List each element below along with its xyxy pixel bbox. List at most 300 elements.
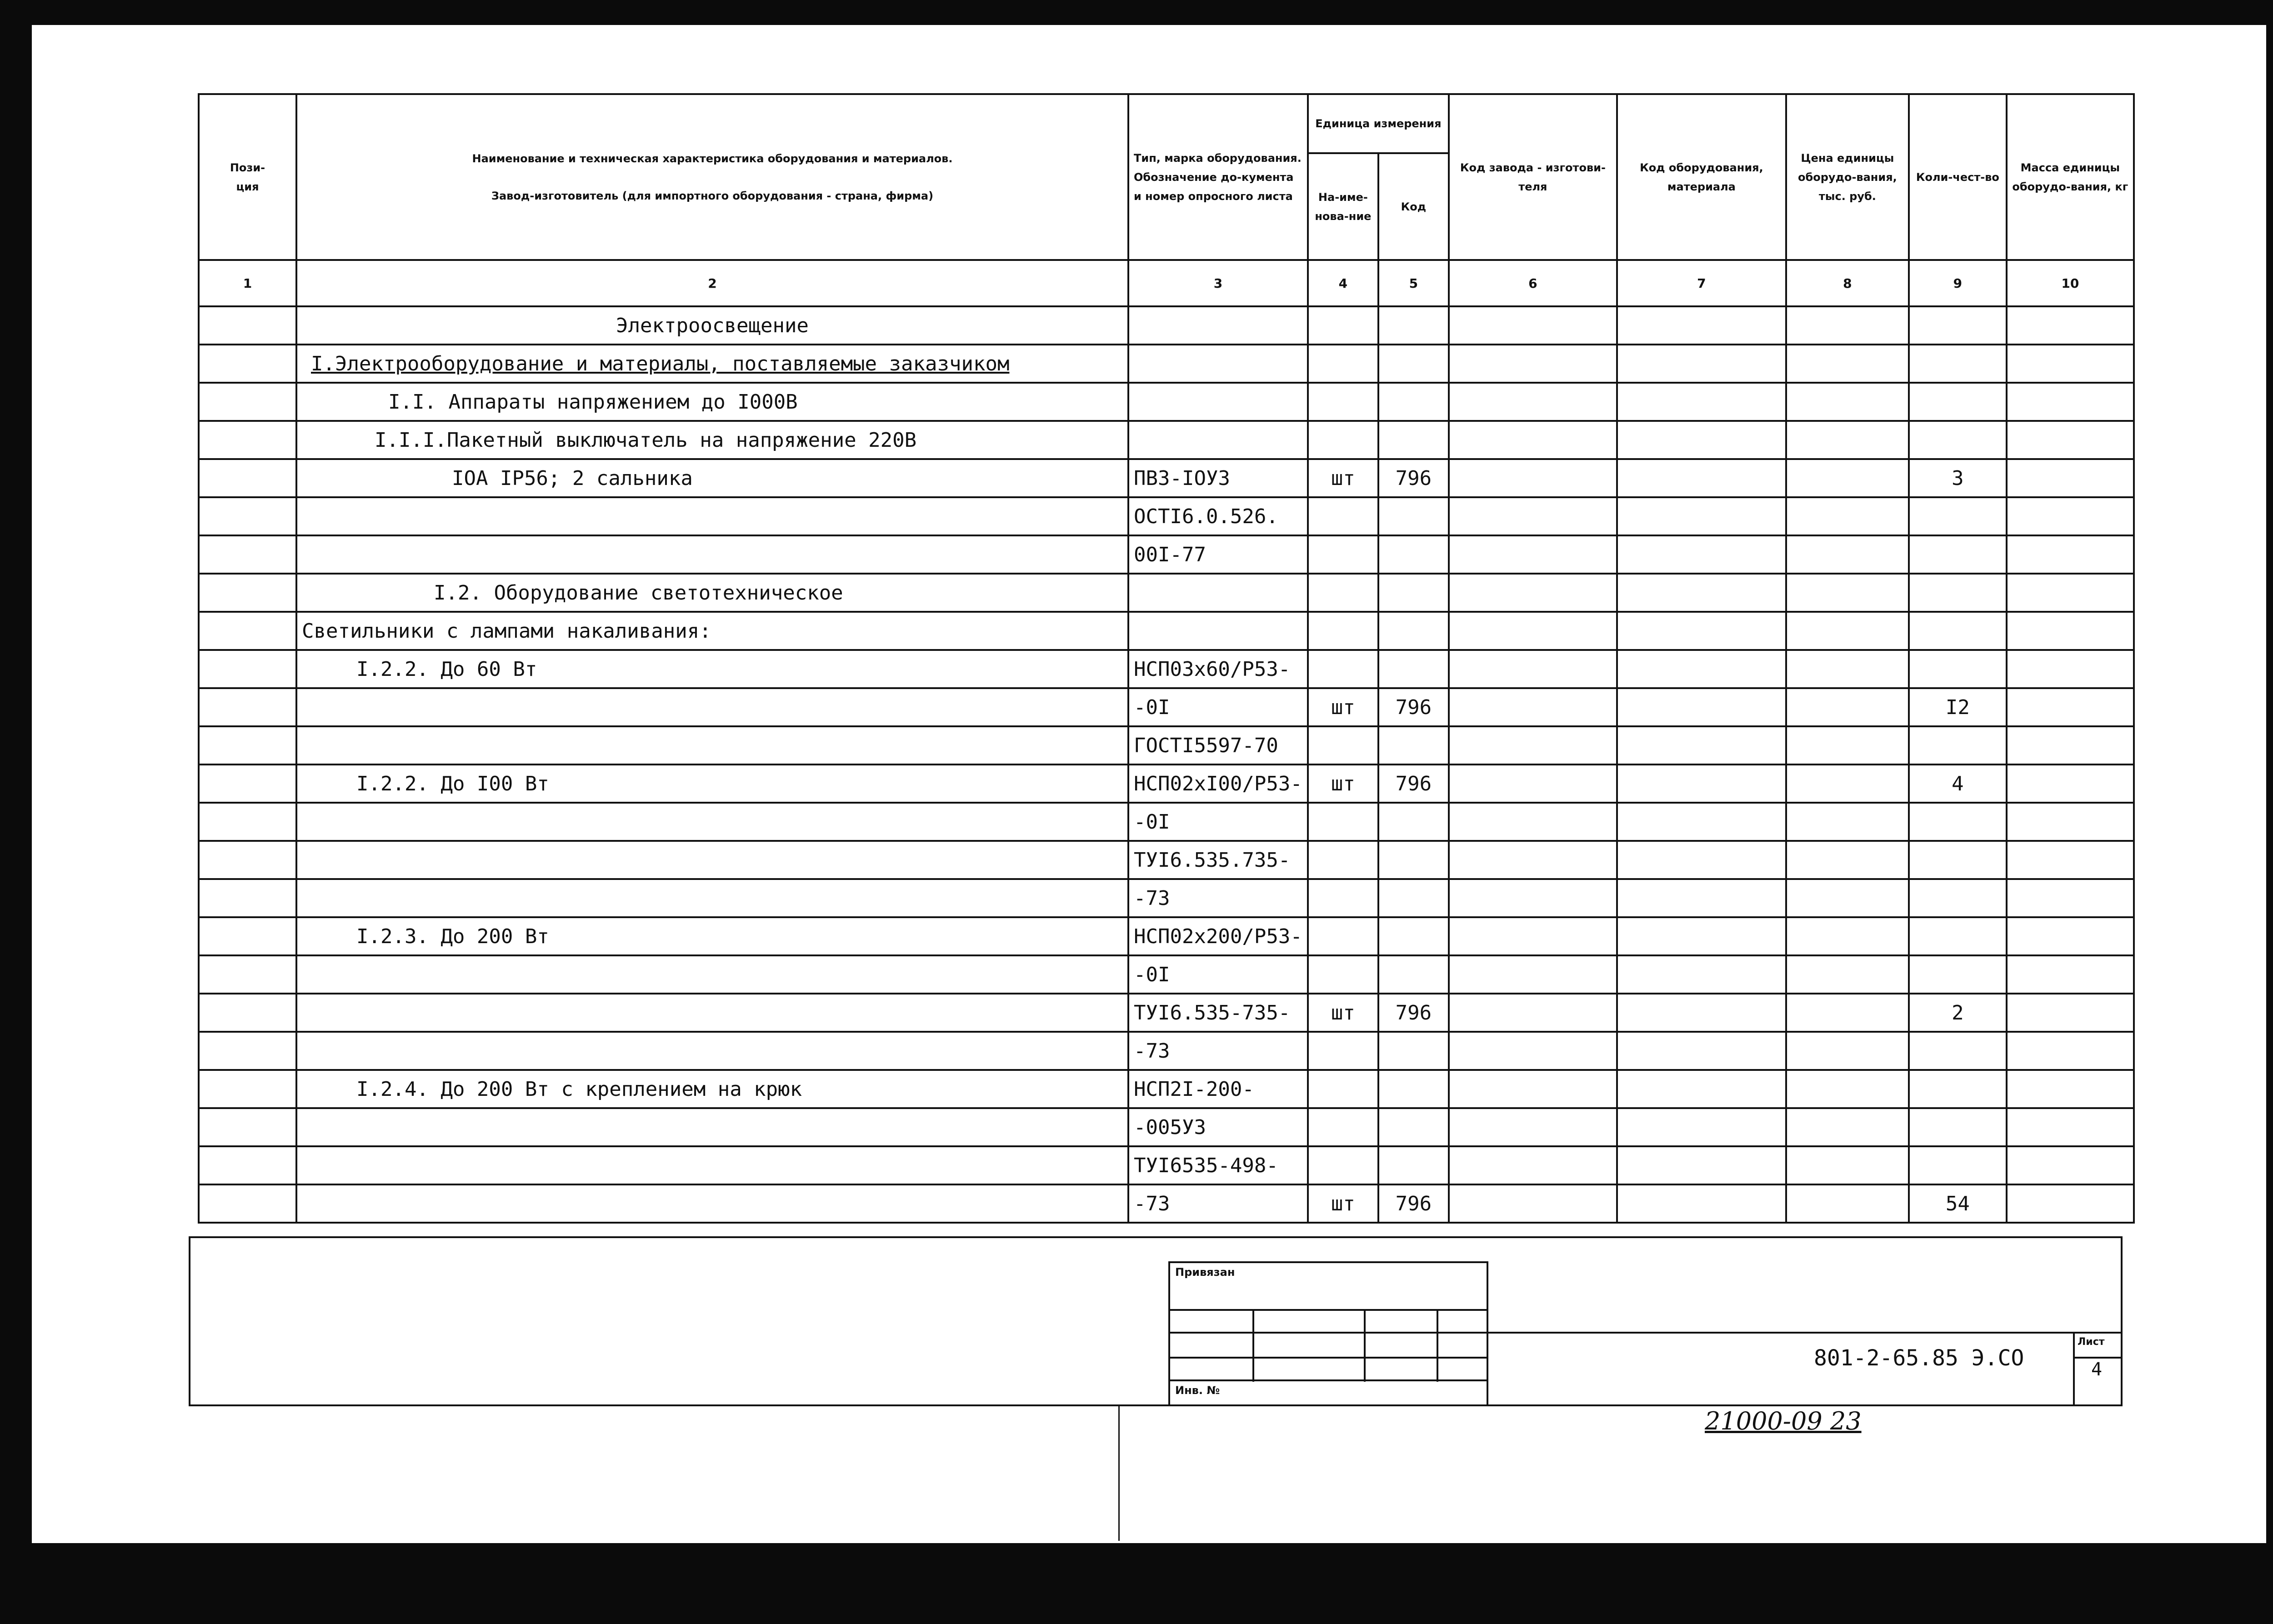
cell-c4 xyxy=(1308,612,1378,650)
table-row xyxy=(199,650,2134,688)
cell-c10 xyxy=(2007,765,2134,803)
column-number-row xyxy=(199,260,2134,306)
cell-c1 xyxy=(199,574,296,612)
cell-c3: ТУI6535-498- xyxy=(1128,1146,1308,1184)
cell-c3: ГОСТI5597-70 xyxy=(1128,726,1308,765)
cell-c9 xyxy=(1909,1146,2007,1184)
cell-c3 xyxy=(1128,421,1308,459)
cell-c7 xyxy=(1617,535,1786,574)
header-type: Тип, марка оборудования. Обозначение до-кумента и номер опросного листа xyxy=(1128,94,1308,260)
cell-c5 xyxy=(1378,612,1449,650)
cell-c8 xyxy=(1786,688,1909,726)
cell-c5 xyxy=(1378,917,1449,955)
scan-artifact-line xyxy=(1118,1404,1120,1541)
table-row xyxy=(199,879,2134,917)
cell-c8 xyxy=(1786,345,1909,383)
table-row xyxy=(199,421,2134,459)
cell-c7 xyxy=(1617,459,1786,497)
cell-c5 xyxy=(1378,726,1449,765)
cell-c6 xyxy=(1449,1146,1617,1184)
cell-c8 xyxy=(1786,1032,1909,1070)
cell-c1 xyxy=(199,345,296,383)
cell-c9 xyxy=(1909,535,2007,574)
cell-c5 xyxy=(1378,1146,1449,1184)
column-number-10: 10 xyxy=(2007,260,2134,306)
cell-c3: -005УЗ xyxy=(1128,1108,1308,1146)
cell-c6 xyxy=(1449,803,1617,841)
cell-c6 xyxy=(1449,612,1617,650)
cell-c5 xyxy=(1378,535,1449,574)
cell-c4: шт xyxy=(1308,688,1378,726)
cell-c4 xyxy=(1308,306,1378,345)
cell-c2: IOA IP56; 2 сальника xyxy=(296,459,1128,497)
header-price: Цена единицы оборудо-вания, тыс. руб. xyxy=(1786,94,1909,260)
cell-c9 xyxy=(1909,612,2007,650)
table-row xyxy=(199,345,2134,383)
cell-c6 xyxy=(1449,1032,1617,1070)
header-equipment-code: Код оборудования, материала xyxy=(1617,94,1786,260)
cell-c1 xyxy=(199,650,296,688)
table-row xyxy=(199,574,2134,612)
cell-c3: 00I-77 xyxy=(1128,535,1308,574)
cell-c5: 796 xyxy=(1378,1184,1449,1223)
cell-c2: I.2.2. До 60 Вт xyxy=(296,650,1128,688)
cell-c9: 2 xyxy=(1909,994,2007,1032)
column-number-8: 8 xyxy=(1786,260,1909,306)
cell-c8 xyxy=(1786,306,1909,345)
cell-c2: I.2.4. До 200 Вт с креплением на крюк xyxy=(296,1070,1128,1108)
cell-c4: шт xyxy=(1308,459,1378,497)
cell-c4 xyxy=(1308,803,1378,841)
cell-c8 xyxy=(1786,917,1909,955)
table-row xyxy=(199,841,2134,879)
cell-c8 xyxy=(1786,955,1909,994)
cell-c6 xyxy=(1449,994,1617,1032)
cell-c7 xyxy=(1617,994,1786,1032)
cell-c8 xyxy=(1786,459,1909,497)
cell-c6 xyxy=(1449,459,1617,497)
cell-c1 xyxy=(199,383,296,421)
table-row xyxy=(199,612,2134,650)
cell-c1 xyxy=(199,1108,296,1146)
table-row xyxy=(199,497,2134,535)
cell-c7 xyxy=(1617,879,1786,917)
cell-c2: I.I. Аппараты напряжением до I000В xyxy=(296,383,1128,421)
cell-c3 xyxy=(1128,345,1308,383)
cell-c6 xyxy=(1449,879,1617,917)
cell-c10 xyxy=(2007,650,2134,688)
cell-c7 xyxy=(1617,1070,1786,1108)
cell-c6 xyxy=(1449,688,1617,726)
cell-c2: Светильники с лампами накаливания: xyxy=(296,612,1128,650)
cell-c9 xyxy=(1909,345,2007,383)
cell-c6 xyxy=(1449,421,1617,459)
cell-c8 xyxy=(1786,803,1909,841)
privyazan-label: Привязан xyxy=(1175,1266,1235,1279)
cell-c8 xyxy=(1786,497,1909,535)
cell-c8 xyxy=(1786,421,1909,459)
cell-c8 xyxy=(1786,1108,1909,1146)
cell-c8 xyxy=(1786,765,1909,803)
cell-c2: I.I.I.Пакетный выключатель на напряжение 220В xyxy=(296,421,1128,459)
cell-c4: шт xyxy=(1308,765,1378,803)
cell-c1 xyxy=(199,421,296,459)
cell-c4 xyxy=(1308,650,1378,688)
cell-c1 xyxy=(199,726,296,765)
cell-c1 xyxy=(199,1146,296,1184)
table-row xyxy=(199,1146,2134,1184)
column-number-6: 6 xyxy=(1449,260,1617,306)
cell-c1 xyxy=(199,955,296,994)
cell-c4 xyxy=(1308,1070,1378,1108)
table-row xyxy=(199,803,2134,841)
cell-c1 xyxy=(199,1032,296,1070)
table-row xyxy=(199,726,2134,765)
cell-c2: I.2.3. До 200 Вт xyxy=(296,917,1128,955)
archive-number: 21000-09 23 xyxy=(1705,1407,1862,1435)
scan-border-top xyxy=(0,0,2273,25)
table-row xyxy=(199,765,2134,803)
cell-c10 xyxy=(2007,1108,2134,1146)
cell-c9: I2 xyxy=(1909,688,2007,726)
cell-c3: ОСТI6.0.526. xyxy=(1128,497,1308,535)
cell-c10 xyxy=(2007,535,2134,574)
cell-c2: I.2.2. До I00 Вт xyxy=(296,765,1128,803)
cell-c10 xyxy=(2007,1032,2134,1070)
cell-c9 xyxy=(1909,726,2007,765)
cell-c6 xyxy=(1449,726,1617,765)
cell-c2: I.Электрооборудование и материалы, поставляемые заказчиком xyxy=(296,345,1128,383)
cell-c2 xyxy=(296,1146,1128,1184)
table-row xyxy=(199,1032,2134,1070)
cell-c9 xyxy=(1909,917,2007,955)
cell-c7 xyxy=(1617,612,1786,650)
cell-c5: 796 xyxy=(1378,688,1449,726)
cell-c8 xyxy=(1786,574,1909,612)
cell-c9 xyxy=(1909,1032,2007,1070)
cell-c1 xyxy=(199,612,296,650)
cell-c6 xyxy=(1449,306,1617,345)
cell-c9 xyxy=(1909,841,2007,879)
cell-c4 xyxy=(1308,917,1378,955)
cell-c7 xyxy=(1617,497,1786,535)
cell-c5 xyxy=(1378,841,1449,879)
cell-c10 xyxy=(2007,345,2134,383)
cell-c7 xyxy=(1617,726,1786,765)
cell-c8 xyxy=(1786,994,1909,1032)
inventory-label: Инв. № xyxy=(1175,1384,1220,1397)
cell-c6 xyxy=(1449,497,1617,535)
cell-c5 xyxy=(1378,345,1449,383)
cell-c4: шт xyxy=(1308,1184,1378,1223)
cell-c5 xyxy=(1378,383,1449,421)
cell-c1 xyxy=(199,497,296,535)
sheet-label: Лист xyxy=(2078,1336,2105,1348)
cell-c6 xyxy=(1449,535,1617,574)
table-row xyxy=(199,1070,2134,1108)
cell-c3 xyxy=(1128,574,1308,612)
cell-c10 xyxy=(2007,917,2134,955)
header-name xyxy=(296,94,1128,260)
cell-c2 xyxy=(296,1184,1128,1223)
cell-c2 xyxy=(296,688,1128,726)
cell-c4: шт xyxy=(1308,994,1378,1032)
cell-c3: ТУI6.535-735- xyxy=(1128,994,1308,1032)
header-name-line2: Завод-изготовитель (для импортного оборудования - страна, фирма) xyxy=(491,189,934,202)
column-number-2: 2 xyxy=(296,260,1128,306)
cell-c10 xyxy=(2007,421,2134,459)
cell-c7 xyxy=(1617,765,1786,803)
cell-c5 xyxy=(1378,650,1449,688)
cell-c2: I.2. Оборудование светотехническое xyxy=(296,574,1128,612)
cell-c8 xyxy=(1786,650,1909,688)
cell-c2 xyxy=(296,879,1128,917)
cell-c10 xyxy=(2007,955,2134,994)
cell-c9 xyxy=(1909,383,2007,421)
header-unit: Единица измерения xyxy=(1308,94,1449,153)
cell-c5: 796 xyxy=(1378,459,1449,497)
cell-c1 xyxy=(199,765,296,803)
column-number-5: 5 xyxy=(1378,260,1449,306)
cell-c3 xyxy=(1128,306,1308,345)
cell-c5 xyxy=(1378,1070,1449,1108)
cell-c9: 3 xyxy=(1909,459,2007,497)
header-mass: Масса единицы оборудо-вания, кг xyxy=(2007,94,2134,260)
cell-c10 xyxy=(2007,994,2134,1032)
cell-c10 xyxy=(2007,1070,2134,1108)
column-number-3: 3 xyxy=(1128,260,1308,306)
cell-c1 xyxy=(199,1070,296,1108)
cell-c7 xyxy=(1617,955,1786,994)
cell-c1 xyxy=(199,306,296,345)
cell-c7 xyxy=(1617,650,1786,688)
cell-c1 xyxy=(199,688,296,726)
cell-c10 xyxy=(2007,1146,2134,1184)
cell-c10 xyxy=(2007,1184,2134,1223)
cell-c1 xyxy=(199,994,296,1032)
cell-c10 xyxy=(2007,574,2134,612)
cell-c1 xyxy=(199,879,296,917)
cell-c8 xyxy=(1786,1184,1909,1223)
cell-c10 xyxy=(2007,459,2134,497)
cell-c2 xyxy=(296,497,1128,535)
cell-c8 xyxy=(1786,841,1909,879)
cell-c4 xyxy=(1308,497,1378,535)
cell-c2: Электроосвещение xyxy=(296,306,1128,345)
cell-c10 xyxy=(2007,803,2134,841)
cell-c8 xyxy=(1786,612,1909,650)
scan-border-left xyxy=(0,0,32,1624)
cell-c6 xyxy=(1449,765,1617,803)
column-number-9: 9 xyxy=(1909,260,2007,306)
equipment-specification-table xyxy=(198,93,2135,1224)
cell-c7 xyxy=(1617,421,1786,459)
table-row xyxy=(199,1108,2134,1146)
cell-c8 xyxy=(1786,1070,1909,1108)
sheet-number: 4 xyxy=(2091,1359,2103,1380)
cell-c7 xyxy=(1617,345,1786,383)
cell-c1 xyxy=(199,803,296,841)
cell-c3: ПВЗ-IОУЗ xyxy=(1128,459,1308,497)
cell-c4 xyxy=(1308,879,1378,917)
cell-c2 xyxy=(296,994,1128,1032)
cell-c8 xyxy=(1786,879,1909,917)
cell-c9 xyxy=(1909,1108,2007,1146)
cell-c1 xyxy=(199,459,296,497)
cell-c3: НСП03х60/Р53- xyxy=(1128,650,1308,688)
cell-c3: НСП02хI00/Р53- xyxy=(1128,765,1308,803)
document-code: 801-2-65.85 Э.СО xyxy=(1814,1345,2024,1371)
cell-c6 xyxy=(1449,917,1617,955)
cell-c3: -73 xyxy=(1128,1032,1308,1070)
cell-c10 xyxy=(2007,688,2134,726)
table-row xyxy=(199,306,2134,345)
table-row xyxy=(199,459,2134,497)
header-manufacturer-code: Код завода - изготови-теля xyxy=(1449,94,1617,260)
cell-c7 xyxy=(1617,841,1786,879)
cell-c5 xyxy=(1378,497,1449,535)
column-number-1: 1 xyxy=(199,260,296,306)
column-number-7: 7 xyxy=(1617,260,1786,306)
cell-c8 xyxy=(1786,535,1909,574)
cell-c5 xyxy=(1378,803,1449,841)
cell-c10 xyxy=(2007,497,2134,535)
cell-c2 xyxy=(296,726,1128,765)
cell-c6 xyxy=(1449,345,1617,383)
cell-c4 xyxy=(1308,955,1378,994)
cell-c3 xyxy=(1128,383,1308,421)
cell-c9: 54 xyxy=(1909,1184,2007,1223)
cell-c3: -0I xyxy=(1128,803,1308,841)
cell-c10 xyxy=(2007,306,2134,345)
cell-c7 xyxy=(1617,306,1786,345)
cell-c5 xyxy=(1378,955,1449,994)
cell-c5: 796 xyxy=(1378,765,1449,803)
cell-c8 xyxy=(1786,1146,1909,1184)
cell-c1 xyxy=(199,535,296,574)
cell-c8 xyxy=(1786,726,1909,765)
cell-c3 xyxy=(1128,612,1308,650)
cell-c7 xyxy=(1617,383,1786,421)
cell-c4 xyxy=(1308,1032,1378,1070)
cell-c7 xyxy=(1617,1184,1786,1223)
cell-c7 xyxy=(1617,574,1786,612)
cell-c4 xyxy=(1308,726,1378,765)
cell-c10 xyxy=(2007,383,2134,421)
cell-c3: НСП2I-200- xyxy=(1128,1070,1308,1108)
cell-c4 xyxy=(1308,383,1378,421)
cell-c4 xyxy=(1308,1108,1378,1146)
cell-c9 xyxy=(1909,955,2007,994)
cell-c7 xyxy=(1617,1108,1786,1146)
cell-c6 xyxy=(1449,1108,1617,1146)
table-row xyxy=(199,688,2134,726)
cell-c10 xyxy=(2007,879,2134,917)
cell-c5 xyxy=(1378,421,1449,459)
table-row xyxy=(199,994,2134,1032)
cell-c10 xyxy=(2007,612,2134,650)
header-quantity: Коли-чест-во xyxy=(1909,94,2007,260)
cell-c2 xyxy=(296,803,1128,841)
table-row xyxy=(199,955,2134,994)
cell-c9 xyxy=(1909,803,2007,841)
cell-c6 xyxy=(1449,574,1617,612)
cell-c4 xyxy=(1308,535,1378,574)
cell-c4 xyxy=(1308,345,1378,383)
column-number-4: 4 xyxy=(1308,260,1378,306)
cell-c3: -0I xyxy=(1128,955,1308,994)
cell-c6 xyxy=(1449,383,1617,421)
cell-c2 xyxy=(296,1108,1128,1146)
cell-c4 xyxy=(1308,421,1378,459)
cell-c9 xyxy=(1909,306,2007,345)
header-name-line1: Наименование и техническая характеристика оборудования и материалов. xyxy=(472,152,953,165)
cell-c9 xyxy=(1909,421,2007,459)
cell-c5 xyxy=(1378,1108,1449,1146)
cell-c7 xyxy=(1617,917,1786,955)
table-row xyxy=(199,383,2134,421)
cell-c3: -0I xyxy=(1128,688,1308,726)
cell-c5 xyxy=(1378,1032,1449,1070)
cell-c6 xyxy=(1449,955,1617,994)
cell-c6 xyxy=(1449,841,1617,879)
cell-c6 xyxy=(1449,1184,1617,1223)
cell-c2 xyxy=(296,1032,1128,1070)
cell-c6 xyxy=(1449,1070,1617,1108)
cell-c4 xyxy=(1308,1146,1378,1184)
cell-c2 xyxy=(296,535,1128,574)
cell-c10 xyxy=(2007,841,2134,879)
cell-c7 xyxy=(1617,1146,1786,1184)
scan-border-bottom xyxy=(0,1543,2273,1624)
cell-c9 xyxy=(1909,574,2007,612)
table-row xyxy=(199,917,2134,955)
cell-c5 xyxy=(1378,879,1449,917)
header-unit-name: На-име-нова-ние xyxy=(1308,153,1378,260)
cell-c3: ТУI6.535.735- xyxy=(1128,841,1308,879)
cell-c3: НСП02х200/Р53- xyxy=(1128,917,1308,955)
table-row xyxy=(199,535,2134,574)
cell-c5 xyxy=(1378,574,1449,612)
cell-c8 xyxy=(1786,383,1909,421)
cell-c3: -73 xyxy=(1128,879,1308,917)
cell-c9 xyxy=(1909,650,2007,688)
cell-c9 xyxy=(1909,879,2007,917)
cell-c7 xyxy=(1617,1032,1786,1070)
cell-c4 xyxy=(1308,841,1378,879)
cell-c1 xyxy=(199,1184,296,1223)
cell-c6 xyxy=(1449,650,1617,688)
cell-c5: 796 xyxy=(1378,994,1449,1032)
cell-c7 xyxy=(1617,688,1786,726)
cell-c10 xyxy=(2007,726,2134,765)
header-unit-code: Код xyxy=(1378,153,1449,260)
scan-border-right xyxy=(2266,0,2273,1624)
cell-c5 xyxy=(1378,306,1449,345)
cell-c2 xyxy=(296,841,1128,879)
cell-c9: 4 xyxy=(1909,765,2007,803)
cell-c4 xyxy=(1308,574,1378,612)
cell-c1 xyxy=(199,917,296,955)
cell-c1 xyxy=(199,841,296,879)
cell-c2 xyxy=(296,955,1128,994)
header-position: Пози- ция xyxy=(199,94,296,260)
cell-c9 xyxy=(1909,497,2007,535)
cell-c3: -73 xyxy=(1128,1184,1308,1223)
table-row xyxy=(199,1184,2134,1223)
cell-c9 xyxy=(1909,1070,2007,1108)
cell-c7 xyxy=(1617,803,1786,841)
